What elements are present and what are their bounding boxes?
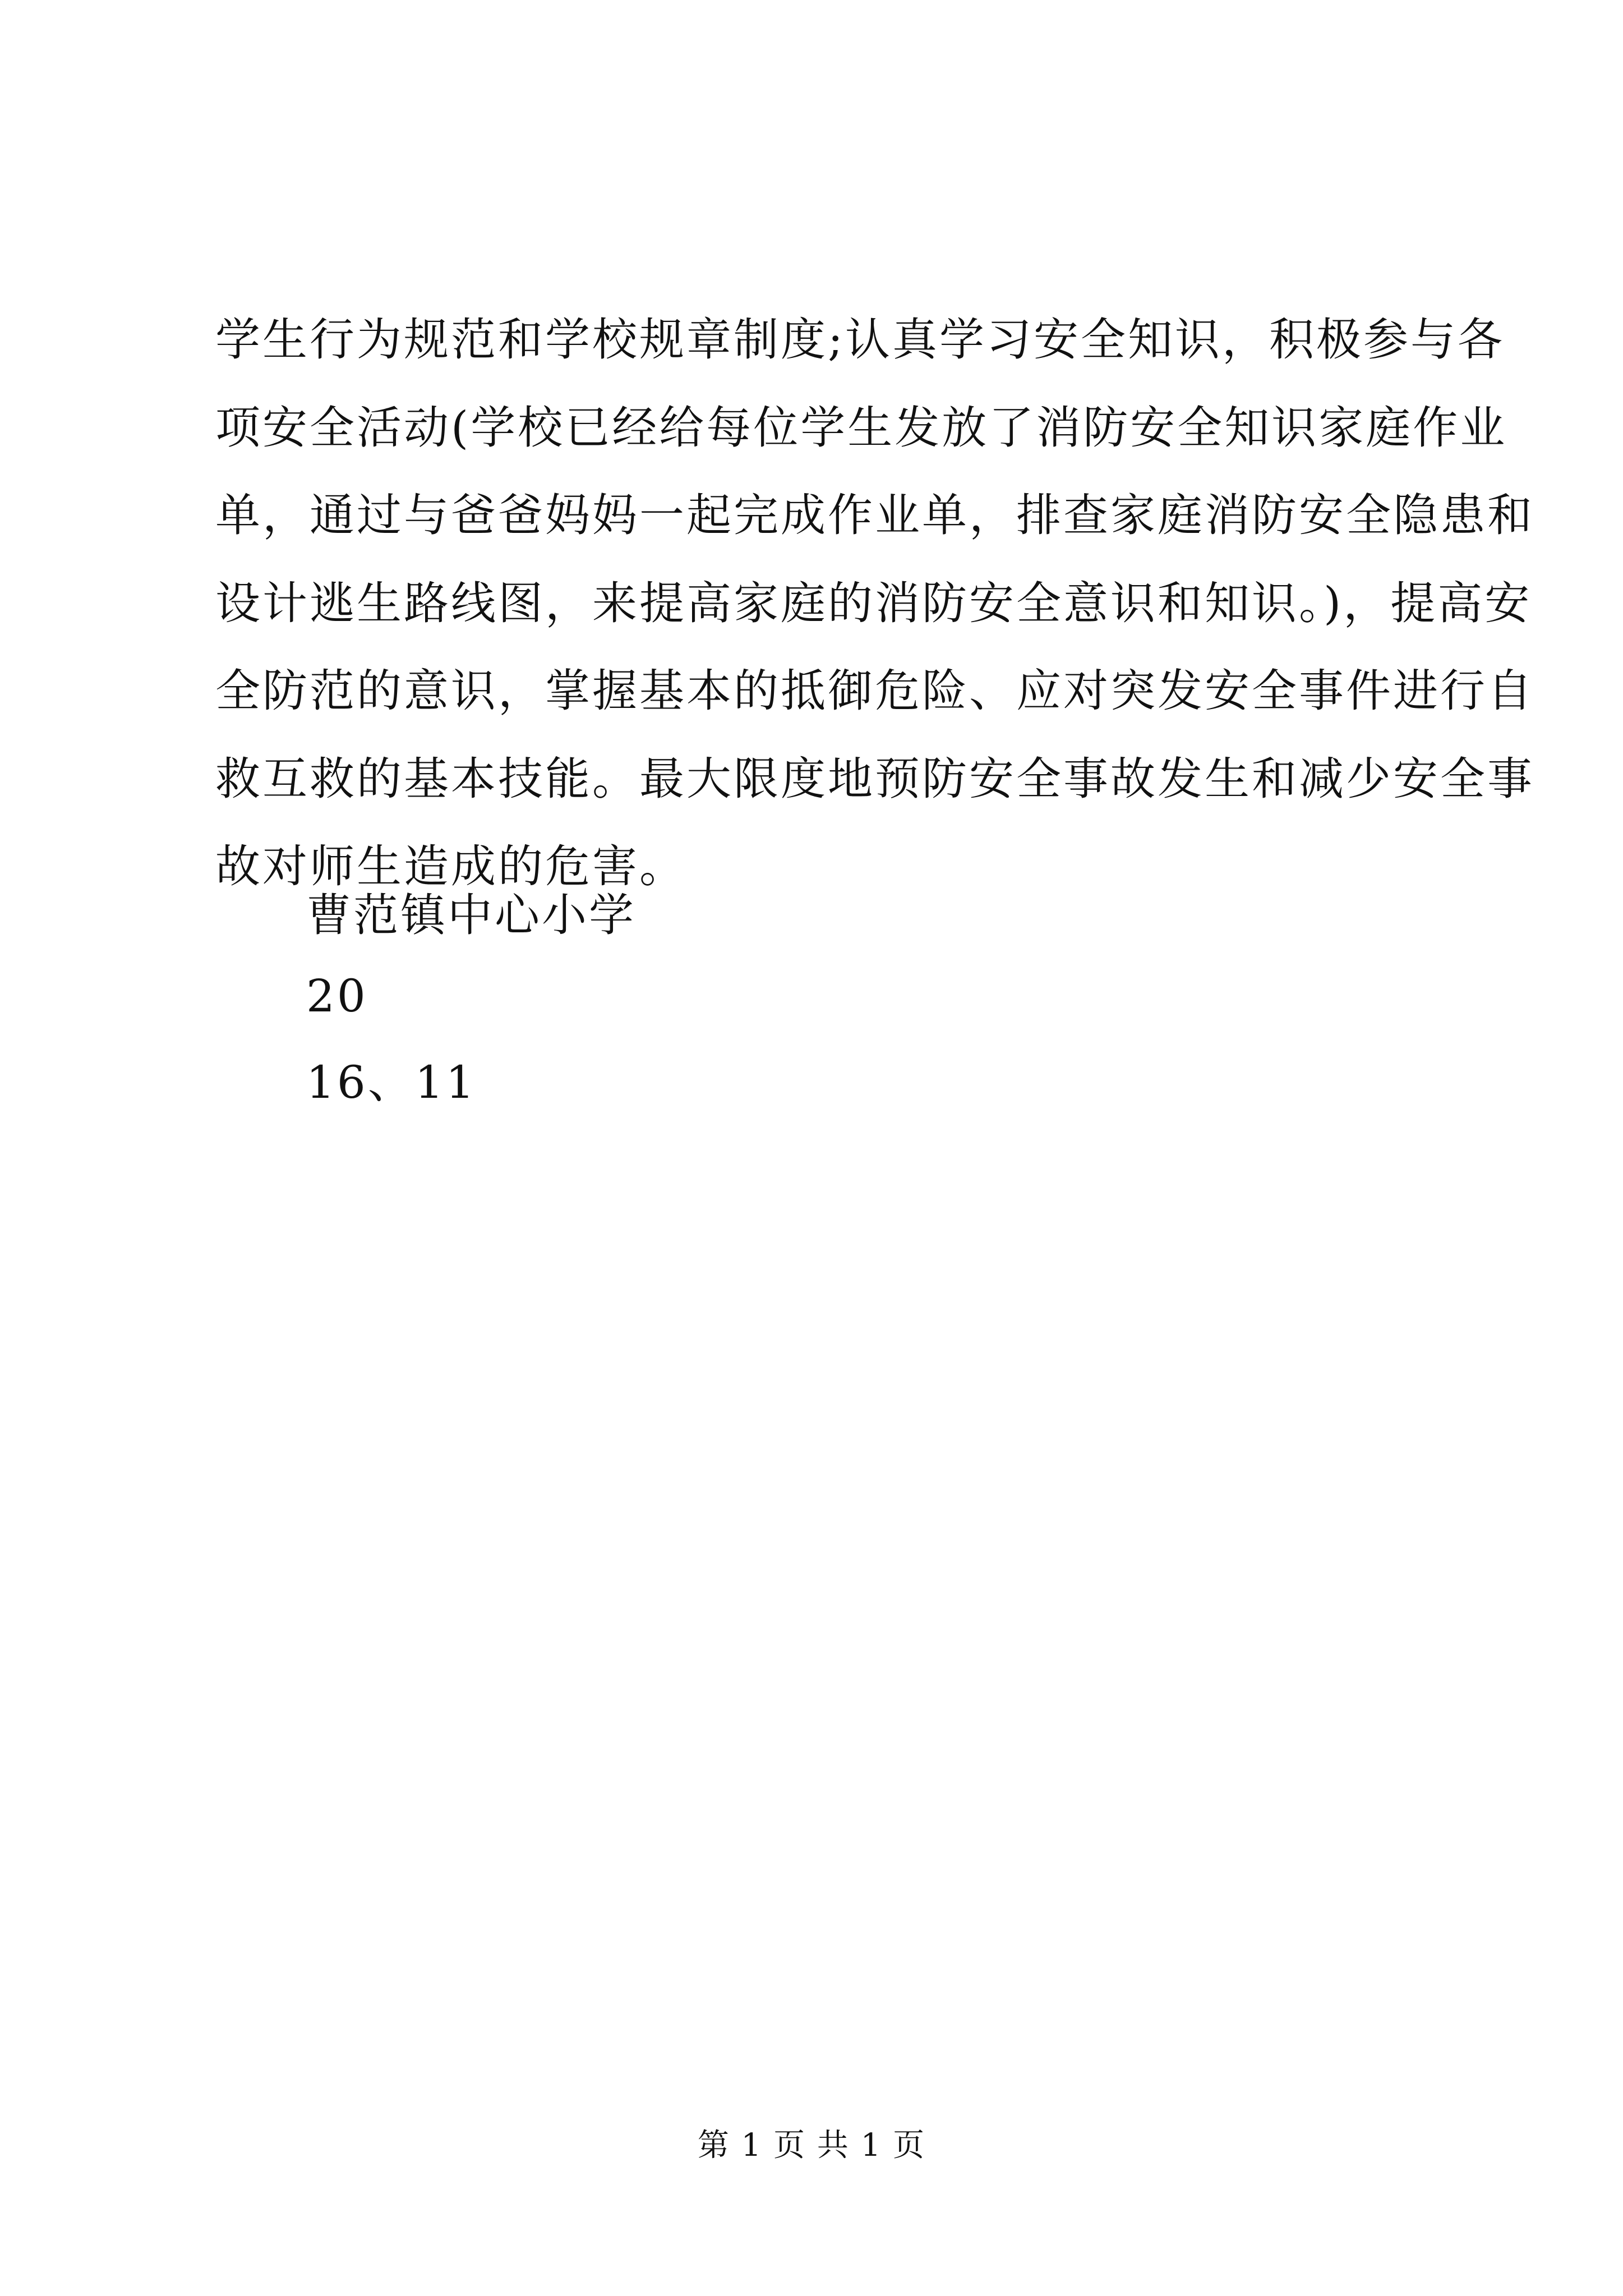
paragraph-line: 救互救的基本技能。最大限度地预防安全事故发生和减少安全事 xyxy=(215,752,1534,805)
paragraph-line: 全防范的意识，掌握基本的抵御危险、应对突发安全事件进行自 xyxy=(215,665,1534,717)
paragraph-line: 单，通过与爸爸妈妈一起完成作业单，排查家庭消防安全隐患和 xyxy=(215,489,1534,541)
paragraph-line: 学生行为规范和学校规章制度;认真学习安全知识，积极参与各 xyxy=(215,314,1505,366)
paragraph-line: 设计逃生路线图，来提高家庭的消防安全意识和知识。)，提高安 xyxy=(215,577,1532,629)
paragraph-line: 故对师生造成的危害。 xyxy=(215,840,686,892)
page-number-footer: 第 1 页 共 1 页 xyxy=(697,2127,926,2164)
signature-date-line-2: 16、11 xyxy=(306,1056,477,1108)
paragraph-line: 项安全活动(学校已经给每位学生发放了消防安全知识家庭作业 xyxy=(215,401,1507,454)
body-paragraph xyxy=(215,296,1534,911)
signature-date-line-1: 20 xyxy=(306,970,368,1022)
signature-organization: 曹范镇中心小学 xyxy=(306,889,636,941)
